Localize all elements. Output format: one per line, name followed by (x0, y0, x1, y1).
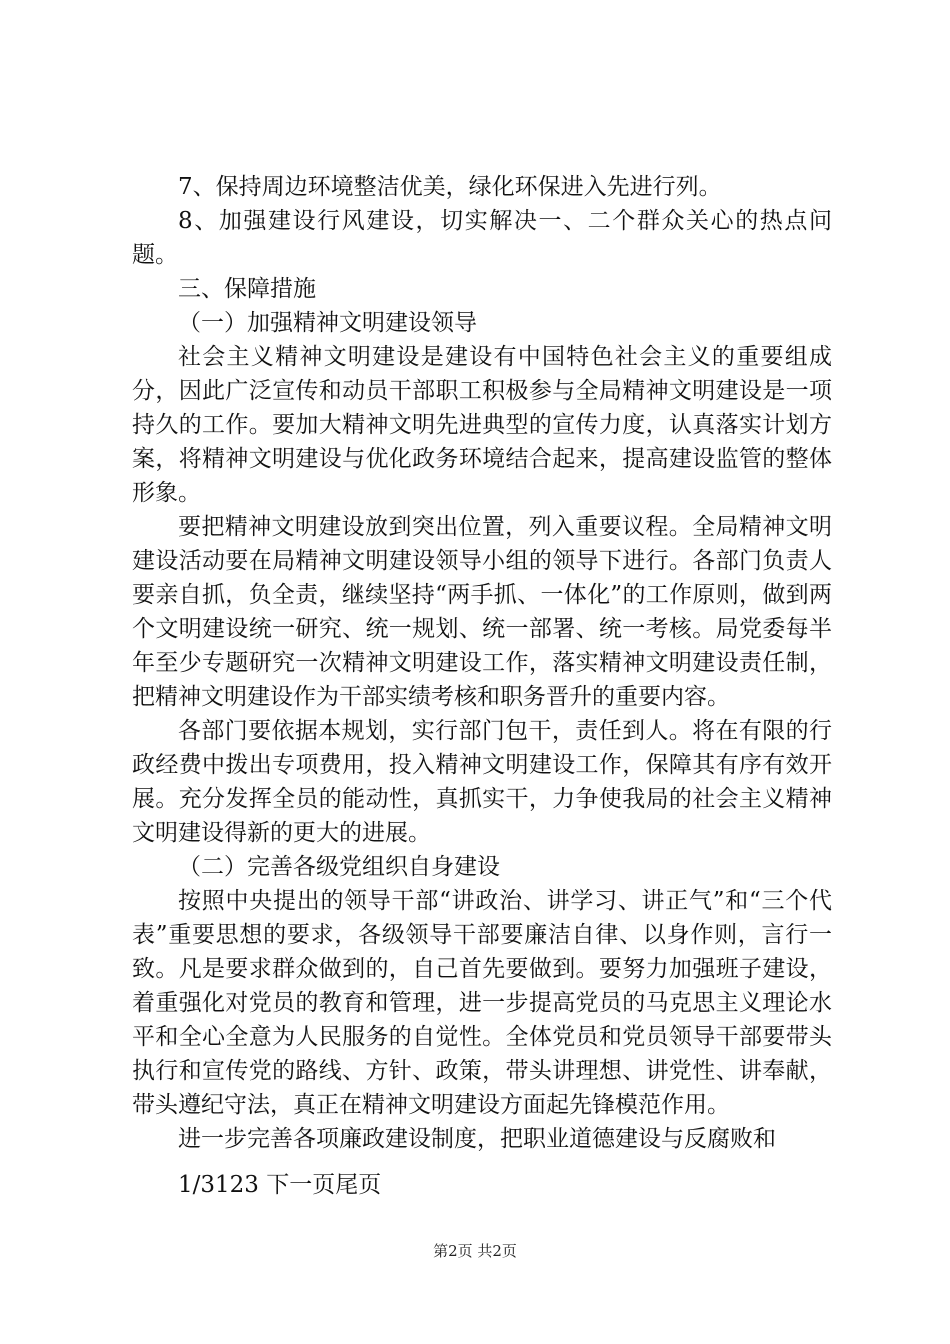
paragraph-5: 进一步完善各项廉政建设制度，把职业道德建设与反腐败和 (178, 1126, 776, 1152)
page-footer: 第2页 共2页 (433, 1242, 517, 1260)
list-item-7: 7、保持周边环境整洁优美，绿化环保进入先进行列。 (178, 174, 722, 200)
subsection-heading-1: （一）加强精神文明建设领导 (178, 310, 477, 336)
paragraph-2: 要把精神文明建设放到突出位置，列入重要议程。全局精神文明建设活动要在局精神文明建设领导小组的领导下进行。各部门负责人要亲自抓，负全责，继续坚持“两手抓、一体化”的工作原则，做到两个文明建设统一研究、统一规划、统一部署、统一考核。局党委每半年至少专题研究一次精神文明建设工作，落实精神文明建设责任制，把精神文明建设作为干部实绩考核和职务晋升的重要内容。 (132, 514, 832, 710)
subsection-heading-2: （二）完善各级党组织自身建设 (178, 854, 500, 880)
section-heading-safeguards: 三、保障措施 (178, 276, 316, 302)
paragraph-4: 按照中央提出的领导干部“讲政治、讲学习、讲正气”和“三个代表”重要思想的要求，各级领导干部要廉洁自律、以身作则，言行一致。凡是要求群众做到的，自己首先要做到。要努力加强班子建设，着重强化对党员的教育和管理，进一步提高党员的马克思主义理论水平和全心全意为人民服务的自觉性。全体党员和党员领导干部要带头执行和宣传党的路线、方针、政策，带头讲理想、讲党性、讲奉献，带头遵纪守法，真正在精神文明建设方面起先锋模范作用。 (132, 888, 832, 1118)
paragraph-3: 各部门要依据本规划，实行部门包干，责任到人。将在有限的行政经费中拨出专项费用，投入精神文明建设工作，保障其有序有效开展。充分发挥全员的能动性，真抓实干，力争使我局的社会主义精神文明建设得新的更大的进展。 (132, 718, 832, 846)
document-body (132, 170, 832, 1202)
paragraph-1: 社会主义精神文明建设是建设有中国特色社会主义的重要组成分，因此广泛宣传和动员干部职工积极参与全局精神文明建设是一项持久的工作。要加大精神文明先进典型的宣传力度，认真落实计划方案，将精神文明建设与优化政务环境结合起来，提高建设监管的整体形象。 (132, 344, 832, 506)
list-item-8: 8、加强建设行风建设，切实解决一、二个群众关心的热点问题。 (132, 208, 832, 268)
pagination-links[interactable]: 1/3123 下一页尾页 (178, 1172, 382, 1198)
